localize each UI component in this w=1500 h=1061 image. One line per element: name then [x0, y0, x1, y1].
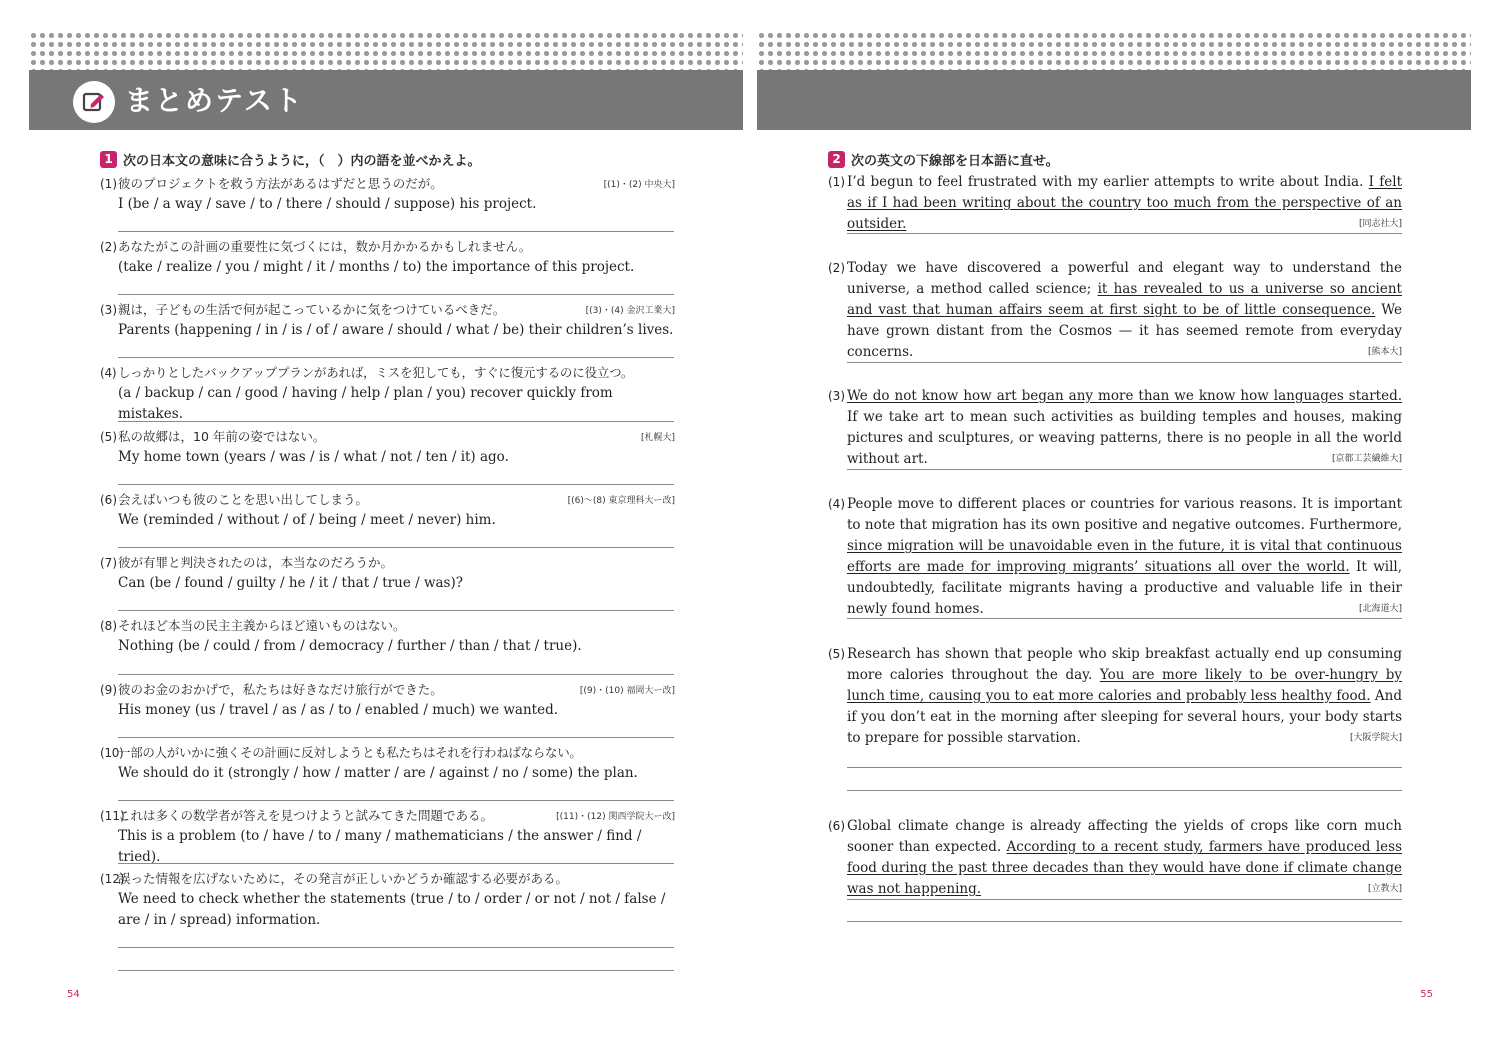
question-item	[100, 174, 675, 215]
item-number: (6)	[100, 493, 117, 507]
answer-line[interactable]	[118, 357, 674, 358]
answer-line[interactable]	[118, 421, 674, 422]
answer-line[interactable]	[118, 610, 674, 611]
item-english: We should do it (strongly / how / matter / are / against / no / some) the plan.	[118, 765, 638, 781]
answer-line[interactable]	[118, 737, 674, 738]
dot-pattern-header	[29, 30, 743, 70]
item-japanese: 誤った情報を広げないために，その発言が正しいかどうか確認する必要がある。	[118, 871, 569, 886]
underlined-passage: You are more likely to be over-hungry by lunch time, causing you to eat more calories and probably less healthy food.	[847, 667, 1402, 704]
item-japanese: これは多くの数学者が答えを見つけようと試みてきた問題である。	[118, 808, 494, 823]
underlined-passage: We do not know how art began any more than we know how languages started.	[847, 388, 1402, 404]
passage-text: We have grown distant from the Cosmos — it has seemed remote from everyday concerns.	[847, 302, 1402, 360]
item-number: (4)	[100, 366, 117, 380]
passage-text: Global climate change is already affecting the yields of crops like corn much sooner than expected.	[847, 818, 1402, 855]
answer-line[interactable]	[847, 790, 1402, 791]
item-number: (1)	[828, 175, 845, 189]
answer-line[interactable]	[118, 294, 674, 295]
item-number: (5)	[828, 647, 845, 661]
underlined-passage: it has revealed to us a universe so ancient and vast that human affairs seem at first sight to be of little consequence.	[847, 281, 1402, 318]
section-number-badge: 2	[828, 151, 845, 168]
source-label: [同志社大]	[1358, 219, 1402, 229]
item-english: His money (us / travel / as / as / to / enabled / much) we wanted.	[118, 702, 558, 718]
passage	[828, 816, 1402, 900]
item-japanese: 彼のプロジェクトを救う方法があるはずだと思うのだが。	[118, 176, 443, 191]
item-japanese: 彼のお金のおかげで，私たちは好きなだけ旅行ができた。	[118, 682, 443, 697]
item-number: (7)	[100, 556, 117, 570]
answer-line[interactable]	[118, 947, 674, 948]
question-item	[100, 743, 675, 784]
answer-line[interactable]	[118, 547, 674, 548]
underlined-passage: According to a recent study, farmers have produced less food during the past three decades than they would have done if climate change was not happening.	[847, 839, 1402, 897]
item-number: (4)	[828, 497, 845, 511]
item-number: (3)	[100, 303, 117, 317]
answer-line[interactable]	[118, 231, 674, 232]
question-item	[100, 363, 675, 425]
section-1-header	[100, 150, 481, 169]
left-page	[29, 30, 743, 1030]
passage	[828, 258, 1402, 363]
item-japanese: しっかりとしたバックアッププランがあれば，ミスを犯しても，すぐに復元するのに役立つ。	[118, 365, 634, 380]
item-english: This is a problem (to / have / to / many / mathematicians / the answer / find / tried).	[118, 828, 642, 865]
passage-text: People move to different places or countries for various reasons. It is important to note that migration has its own positive and negative outcomes. Furthermore,	[847, 496, 1402, 533]
item-number: (3)	[828, 389, 845, 403]
underlined-passage: I felt as if I had been writing about the country too much from the perspective of an outsider.	[847, 174, 1402, 232]
passage-text: Research has shown that people who skip breakfast actually end up consuming more calories throughout the day.	[847, 646, 1402, 683]
passage-text: And if you don’t eat in the morning after sleeping for several hours, your body starts to prepare for possible starvation.	[847, 688, 1402, 746]
translation-item	[828, 494, 1402, 620]
edit-note-icon	[73, 81, 115, 123]
answer-line[interactable]	[118, 863, 674, 864]
item-number: (12)	[100, 872, 125, 886]
title-band	[757, 70, 1471, 130]
dot-pattern-header	[757, 30, 1471, 70]
answer-line[interactable]	[118, 800, 674, 801]
source-label: [熊本大]	[1367, 347, 1402, 357]
answer-line[interactable]	[118, 484, 674, 485]
passage-text: I’d begun to feel frustrated with my earlier attempts to write about India.	[847, 174, 1369, 190]
answer-line[interactable]	[847, 921, 1402, 922]
item-english: Nothing (be / could / from / democracy / further / than / that / true).	[118, 638, 582, 654]
source-label: [札幌大]	[640, 433, 675, 443]
question-item	[100, 490, 675, 531]
source-label: [北海道大]	[1358, 604, 1402, 614]
source-label: [(3)・(4) 金沢工業大]	[585, 306, 675, 316]
section-instruction: 次の英文の下線部を日本語に直せ。	[851, 154, 1059, 169]
answer-line[interactable]	[847, 233, 1402, 234]
question-item	[100, 616, 675, 657]
item-japanese: 一部の人がいかに強くその計画に反対しようとも私たちはそれを行わねばならない。	[118, 745, 582, 760]
source-label: [(11)・(12) 関西学院大ー改]	[556, 812, 675, 822]
question-item	[100, 237, 675, 278]
passage-text: It will, undoubtedly, facilitate migrants having a productive and valuable life in their newly found homes.	[847, 559, 1402, 617]
item-english: We need to check whether the statements (true / to / order / or not / not / false / are / in / spread) information.	[118, 891, 666, 928]
section-2-header	[828, 150, 1059, 169]
translation-item	[828, 644, 1402, 749]
item-number: (6)	[828, 819, 845, 833]
section-number-badge: 1	[100, 151, 117, 168]
item-number: (1)	[100, 177, 117, 191]
translation-item	[828, 386, 1402, 470]
page-number: 54	[67, 989, 80, 1000]
item-english: Can (be / found / guilty / he / it / that / true / was)?	[118, 575, 463, 591]
section-instruction: 次の日本文の意味に合うように，（ ）内の語を並べかえよ。	[123, 154, 481, 169]
item-number: (2)	[828, 261, 845, 275]
item-japanese: 会えばいつも彼のことを思い出してしまう。	[118, 492, 369, 507]
question-item	[100, 427, 675, 468]
item-number: (11)	[100, 809, 125, 823]
question-item	[100, 680, 675, 721]
source-label: [大阪学院大]	[1349, 733, 1402, 743]
translation-item	[828, 172, 1402, 235]
answer-line[interactable]	[847, 469, 1402, 470]
passage	[828, 172, 1402, 235]
answer-line[interactable]	[118, 674, 674, 675]
passage-text: Today we have discovered a powerful and elegant way to understand the universe, a method called science;	[847, 260, 1402, 297]
source-label: [立教大]	[1367, 884, 1402, 894]
item-english: My home town (years / was / is / what / not / ten / it) ago.	[118, 449, 509, 465]
item-number: (5)	[100, 430, 117, 444]
item-english: Parents (happening / in / is / of / aware / should / what / be) their children’s lives.	[118, 322, 674, 338]
item-number: (8)	[100, 619, 117, 633]
item-english: We (reminded / without / of / being / meet / never) him.	[118, 512, 496, 528]
right-page	[757, 30, 1471, 1030]
source-label: [(9)・(10) 福岡大ー改]	[579, 686, 675, 696]
item-japanese: それほど本当の民主主義からほど遠いものはない。	[118, 618, 406, 633]
item-english: (a / backup / can / good / having / help / plan / you) recover quickly from mistakes.	[118, 385, 613, 422]
page-number: 55	[1420, 989, 1433, 1000]
source-label: [(1)・(2) 中央大]	[603, 180, 675, 190]
answer-line[interactable]	[118, 970, 674, 971]
passage	[828, 386, 1402, 470]
question-item	[100, 553, 675, 594]
source-label: [(6)〜(8) 東京理科大ー改]	[567, 496, 675, 506]
item-number: (10)	[100, 746, 124, 760]
passage	[828, 494, 1402, 620]
passage	[828, 644, 1402, 749]
item-japanese: 親は，子どもの生活で何が起こっているかに気をつけているべきだ。	[118, 302, 506, 317]
item-english: I (be / a way / save / to / there / should / suppose) his project.	[118, 196, 537, 212]
passage-text: If we take art to mean such activities as building temples and houses, making pictures and sculptures, or weaving patterns, there is no people in all the world without art.	[847, 409, 1402, 467]
item-number: (2)	[100, 240, 117, 254]
item-japanese: あなたがこの計画の重要性に気づくには，数か月かかるかもしれません。	[118, 239, 532, 254]
underlined-passage: since migration will be unavoidable even in the future, it is vital that continuous efforts are made for improving migrants’ situations all over the world.	[847, 538, 1402, 575]
question-item	[100, 869, 675, 931]
answer-line[interactable]	[847, 362, 1402, 363]
item-japanese: 彼が有罪と判決されたのは，本当なのだろうか。	[118, 555, 394, 570]
source-label: [京都工芸繊維大]	[1331, 454, 1402, 464]
question-item	[100, 300, 675, 341]
translation-item	[828, 258, 1402, 363]
answer-line[interactable]	[847, 767, 1402, 768]
answer-line[interactable]	[847, 618, 1402, 619]
answer-line[interactable]	[847, 899, 1402, 900]
item-japanese: 私の故郷は，10 年前の姿ではない。	[118, 429, 326, 444]
translation-item	[828, 816, 1402, 900]
question-item	[100, 806, 675, 868]
item-english: (take / realize / you / might / it / months / to) the importance of this project.	[118, 259, 635, 275]
item-number: (9)	[100, 683, 117, 697]
page-title: まとめテスト	[125, 84, 304, 117]
